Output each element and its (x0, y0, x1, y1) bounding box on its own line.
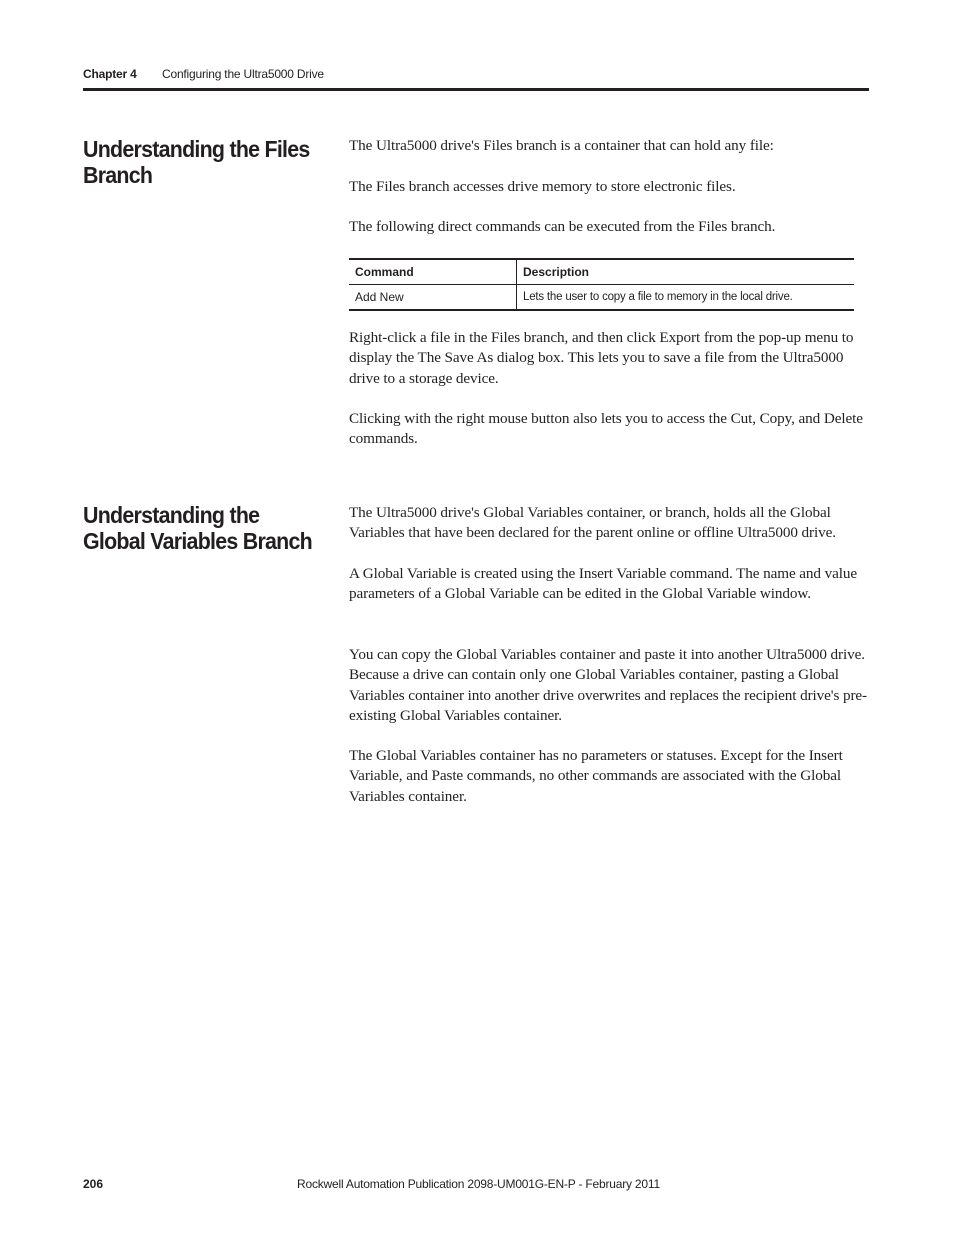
column-header-command: Command (349, 259, 517, 285)
globals-paragraph-4: The Global Variables container has no parameters or statuses. Except for the Insert Variable, and Paste commands, no other commands are associated with the Global Variables container. (349, 747, 843, 805)
files-paragraph-5: Clicking with the right mouse button also lets you to access the Cut, Copy, and Delete commands. (349, 410, 863, 448)
table-row (349, 285, 854, 311)
table-header-row (349, 259, 854, 285)
description-cell: Lets the user to copy a file to memory in the local drive. (517, 285, 855, 311)
commands-table (349, 258, 854, 311)
chapter-label: Chapter 4 (83, 67, 137, 81)
globals-section-heading: Understanding the Global Variables Branch (83, 502, 312, 554)
page-number: 206 (83, 1177, 104, 1191)
publication-info: Rockwell Automation Publication 2098-UM001G-EN-P - February 2011 (297, 1177, 660, 1191)
header-rule (83, 88, 869, 91)
globals-paragraph-2: A Global Variable is created using the Insert Variable command. The name and value parameters of a Global Variable can be edited in the Global Variable window. (349, 565, 858, 603)
column-header-description: Description (517, 259, 855, 285)
files-paragraph-4: Right-click a file in the Files branch, and then click Export from the pop-up menu to display the The Save As dialog box. This lets you to save a file from the Ultra5000 drive to a storage device. (349, 329, 854, 387)
files-paragraph-1: The Ultra5000 drive's Files branch is a container that can hold any file: (349, 137, 774, 154)
globals-paragraph-1: The Ultra5000 drive's Global Variables container, or branch, holds all the Global Variables that have been declared for the parent online or offline Ultra5000 drive. (349, 504, 836, 542)
files-paragraph-2: The Files branch accesses drive memory to store electronic files. (349, 178, 736, 195)
files-paragraph-3: The following direct commands can be executed from the Files branch. (349, 218, 776, 235)
chapter-title: Configuring the Ultra5000 Drive (162, 67, 324, 81)
globals-paragraph-3: You can copy the Global Variables container and paste it into another Ultra5000 drive. Because a drive can contain only one Global Variables container, pasting a Global Variables container into another drive overwrites and replaces the recipient drive's pre-existing Global Variables container. (349, 646, 868, 724)
command-cell: Add New (349, 285, 517, 311)
files-section-heading: Understanding the Files Branch (83, 136, 310, 188)
